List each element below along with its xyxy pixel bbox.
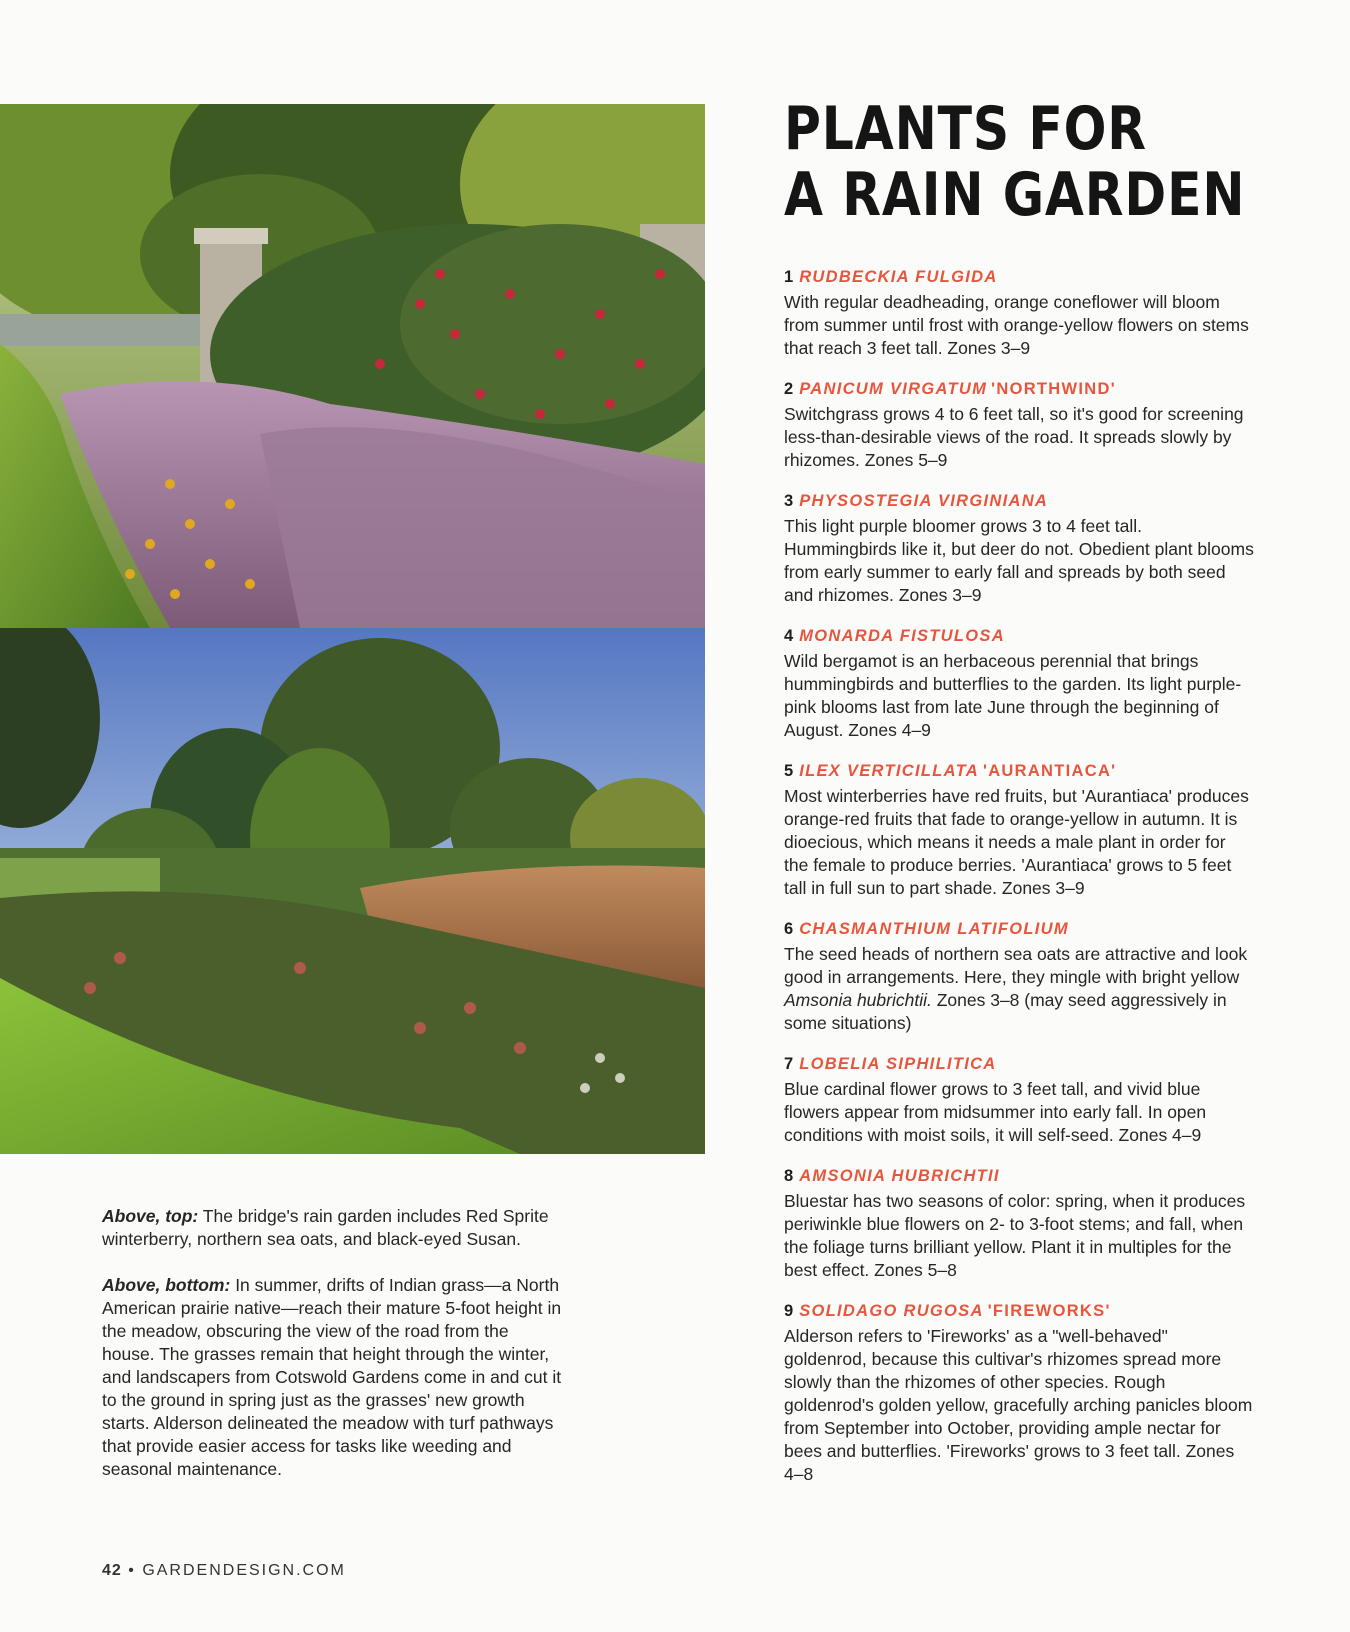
plant-description-italic: Amsonia hubrichtii. (784, 990, 932, 1010)
photo-captions (102, 1205, 562, 1504)
page-title (784, 94, 1246, 230)
plant-number: 9 (784, 1302, 794, 1320)
plant-number: 5 (784, 762, 794, 780)
plant-number: 6 (784, 920, 794, 938)
plant-description: With regular deadheading, orange coneflower will bloom from summer until frost with orange-yellow flowers on stems that reach 3 feet tall. Zones 3–9 (784, 292, 1249, 358)
plant-name: PANICUM VIRGATUM (799, 380, 988, 398)
plant-name: RUDBECKIA FULGIDA (799, 268, 998, 286)
plant-name: SOLIDAGO RUGOSA (799, 1302, 984, 1320)
plant-name: PHYSOSTEGIA VIRGINIANA (799, 492, 1049, 510)
plant-entry (784, 266, 1254, 360)
footer-separator: • (128, 1562, 136, 1579)
plant-name: CHASMANTHIUM LATIFOLIUM (799, 920, 1069, 938)
plant-entry (784, 490, 1254, 607)
plant-entry (784, 625, 1254, 742)
plant-entry (784, 918, 1254, 1035)
plant-number: 3 (784, 492, 794, 510)
page-footer (102, 1562, 346, 1580)
caption-bottom-label: Above, bottom: (102, 1275, 231, 1295)
plant-entry (784, 1053, 1254, 1147)
plant-number: 4 (784, 627, 794, 645)
plant-number: 1 (784, 268, 794, 286)
plant-entry (784, 378, 1254, 472)
plant-entry (784, 1165, 1254, 1282)
plant-number: 7 (784, 1055, 794, 1073)
title-line-2: A RAIN GARDEN (784, 160, 1246, 230)
plant-name: MONARDA FISTULOSA (799, 627, 1005, 645)
page-number: 42 (102, 1562, 122, 1579)
title-line-1: PLANTS FOR (784, 94, 1147, 164)
plant-description: Switchgrass grows 4 to 6 feet tall, so it's good for screening less-than-desirable views of the road. It spreads slowly by rhizomes. Zones 5–9 (784, 404, 1244, 470)
plant-name: AMSONIA HUBRICHTII (799, 1167, 1000, 1185)
plant-entry (784, 1300, 1254, 1486)
plant-description: Alderson refers to 'Fireworks' as a "well-behaved" goldenrod, because this cultivar's rhizomes spread more slowly than the rhizomes of other species. Rough goldenrod's golden yellow, gracefully arching panicles bloom from September into October, providing ample nectar for bees and butterflies. 'Fireworks' grows to 3 feet tall. Zones 4–8 (784, 1326, 1253, 1484)
plant-cultivar: 'NORTHWIND' (991, 380, 1116, 398)
caption-top (102, 1205, 562, 1251)
plant-name: LOBELIA SIPHILITICA (799, 1055, 997, 1073)
plant-number: 2 (784, 380, 794, 398)
plant-description: Wild bergamot is an herbaceous perennial that brings hummingbirds and butterflies to the garden. Its light purple-pink blooms last from late June through the beginning of August. Zones 4–9 (784, 651, 1242, 740)
plant-description: This light purple bloomer grows 3 to 4 feet tall. Hummingbirds like it, but deer do not. Obedient plant blooms from early summer to early fall and spreads by both seed and rhizomes. Zones 3–9 (784, 516, 1254, 605)
plant-name: ILEX VERTICILLATA (799, 762, 979, 780)
plant-description: Most winterberries have red fruits, but 'Aurantiaca' produces orange-red fruits that fade to orange-yellow in autumn. It is dioecious, which means it needs a male plant in order for the female to produce berries. 'Aurantiaca' grows to 5 feet tall in full sun to part shade. Zones 3–9 (784, 786, 1249, 898)
plant-sidebar (784, 96, 1254, 1504)
plant-description: Blue cardinal flower grows to 3 feet tall, and vivid blue flowers appear from midsummer into early fall. In open conditions with moist soils, it will self-seed. Zones 4–9 (784, 1079, 1207, 1145)
plant-cultivar: 'FIREWORKS' (987, 1302, 1111, 1320)
plant-entry (784, 760, 1254, 900)
caption-bottom-text: In summer, drifts of Indian grass—a North American prairie native—reach their mature 5-foot height in the meadow, obscuring the view of the road from the house. The grasses remain that height through the winter, and landscapers from Cotswold Gardens come in and cut it to the ground in spring just as the grasses' new growth starts. Alderson delineated the meadow with turf pathways that provide easier access for tasks like weeding and seasonal maintenance. (102, 1275, 562, 1479)
plant-description-text: The seed heads of northern sea oats are attractive and look good in arrangements. Here, they mingle with bright yellow (784, 944, 1248, 987)
plant-description (784, 943, 1254, 1035)
plant-description-text: Zones 3–8 (may seed aggressively in some situations) (784, 990, 1227, 1033)
plant-description: Bluestar has two seasons of color: spring, when it produces periwinkle blue flowers on 2- to 3-foot stems; and fall, when the foliage turns brilliant yellow. Plant it in multiples for the best effect. Zones 5–8 (784, 1191, 1246, 1280)
footer-site: GARDENDESIGN.COM (142, 1562, 346, 1579)
plant-number: 8 (784, 1167, 794, 1185)
plant-cultivar: 'AURANTIACA' (982, 762, 1117, 780)
caption-top-label: Above, top: (102, 1206, 199, 1226)
photo-meadow-bottom (0, 628, 705, 1154)
caption-top-text: The bridge's rain garden includes Red Sprite winterberry, northern sea oats, and black-eyed Susan. (102, 1206, 549, 1249)
photo-rain-garden-top (0, 104, 705, 628)
caption-bottom (102, 1274, 562, 1481)
